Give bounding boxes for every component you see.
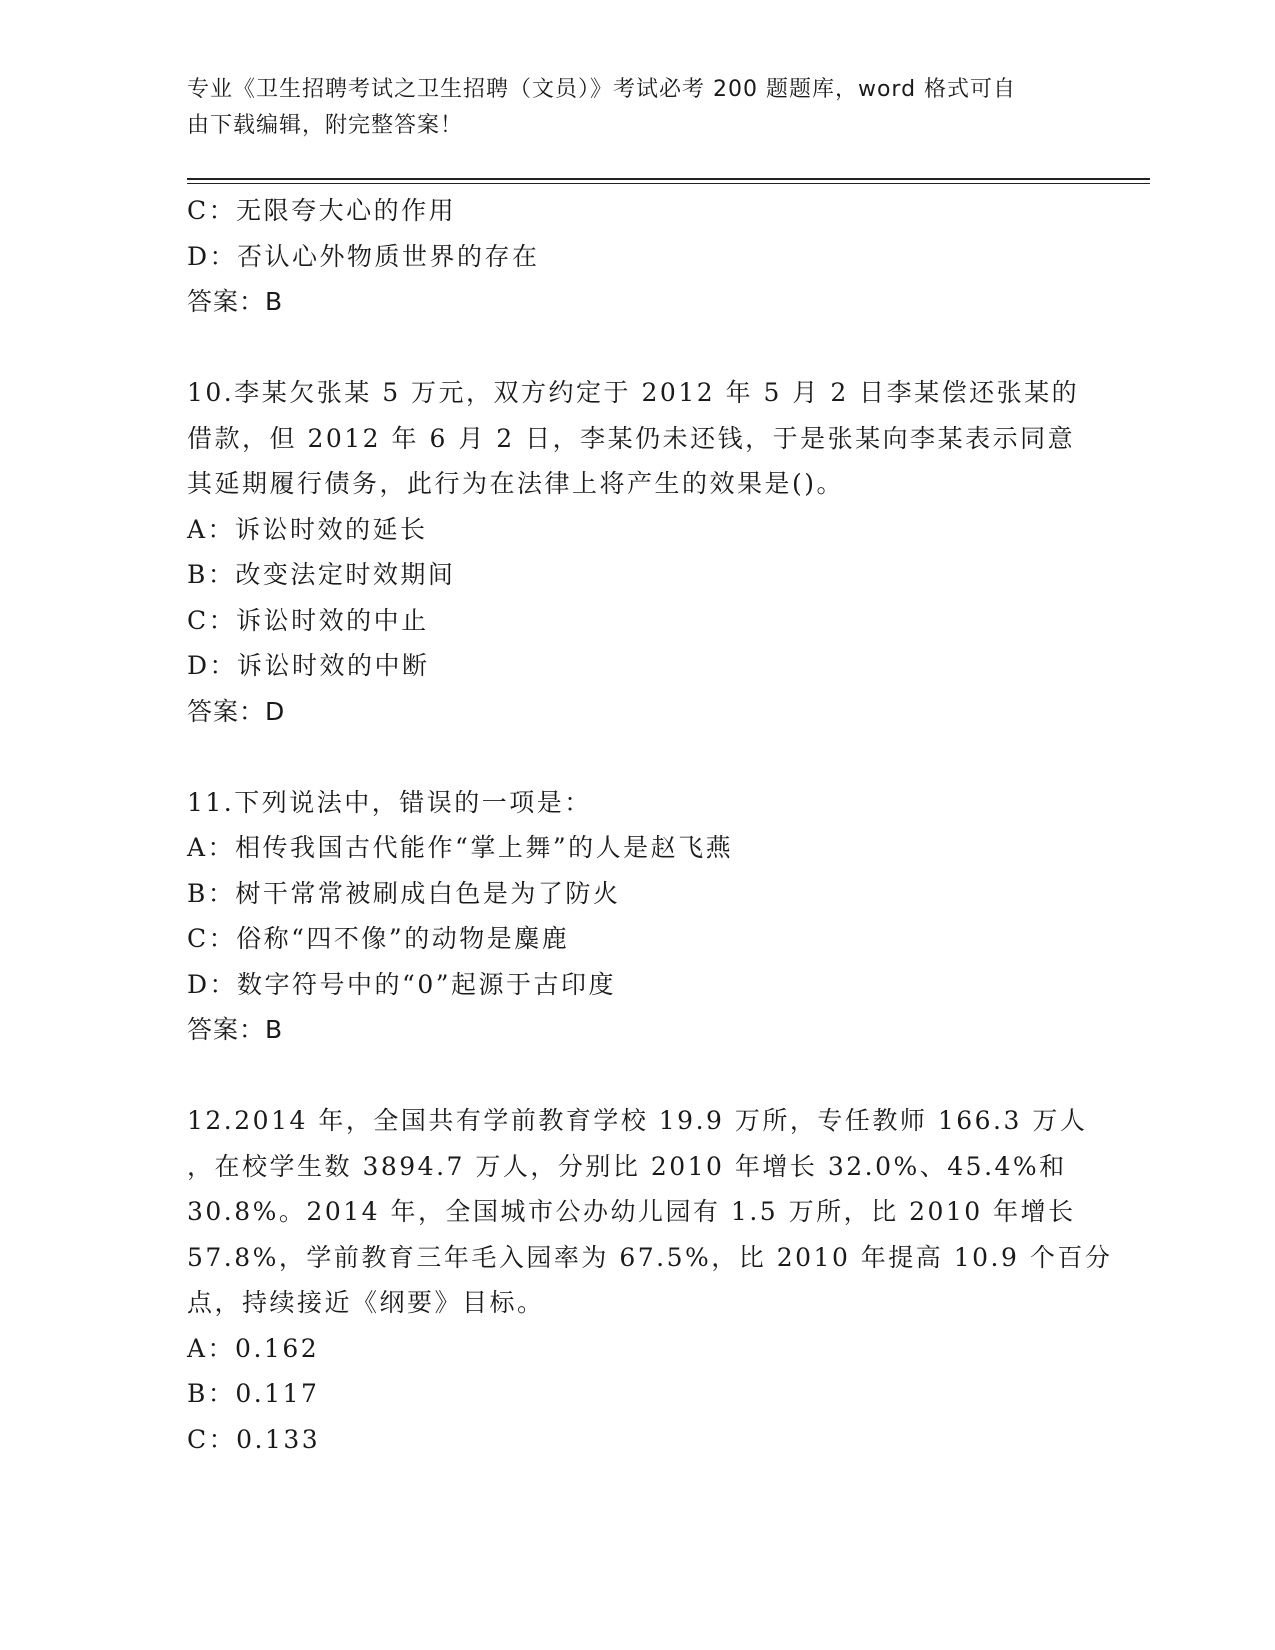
- question-block-10: [187, 370, 1087, 734]
- option-a: A：0.162: [187, 1333, 320, 1363]
- option-b: B：树干常常被刷成白色是为了防火: [187, 878, 621, 908]
- question-list: [187, 188, 1113, 1462]
- option-b: B：改变法定时效期间: [187, 560, 456, 589]
- option-c: C：诉讼时效的中止: [187, 605, 429, 635]
- option-c: C：0.133: [187, 1424, 321, 1454]
- question-text-line: 11.下列说法中，错误的一项是：: [187, 787, 592, 817]
- question-text-line: 57.8%，学前教育三年毛入园率为 67.5%，比 2010 年提高 10.9 个百分: [187, 1242, 1113, 1272]
- answer-line: 答案：B: [187, 287, 284, 316]
- option-d: D：诉讼时效的中断: [187, 651, 430, 680]
- question-text-line: 10.李某欠张某 5 万元，双方约定于 2012 年 5 月 2 日李某偿还张某的: [187, 378, 1080, 407]
- option-a: A：诉讼时效的延长: [187, 514, 428, 544]
- question-text-line: 12.2014 年，全国共有学前教育学校 19.9 万所，专任教师 166.3 万人: [187, 1106, 1088, 1135]
- question-block-12: [187, 1098, 1113, 1462]
- answer-line: 答案：B: [187, 1015, 284, 1044]
- option-a: A：相传我国古代能作“掌上舞”的人是赵飞燕: [187, 833, 734, 862]
- question-text-line: 其延期履行债务，此行为在法律上将产生的效果是()。: [187, 469, 845, 498]
- header-line-2: 由下载编辑，附完整答案！: [187, 113, 464, 138]
- spacer: [187, 1053, 1087, 1099]
- answer-line: 答案：D: [187, 696, 286, 726]
- question-text-line: 30.8%。2014 年，全国城市公办幼儿园有 1.5 万所，比 2010 年增长: [187, 1197, 1076, 1226]
- option-b: B：0.117: [187, 1379, 320, 1408]
- option-d: D：否认心外物质世界的存在: [187, 241, 540, 271]
- document-header: [187, 72, 1067, 144]
- option-c: C：俗称“四不像”的动物是麋鹿: [187, 924, 570, 953]
- question-text-line: ，在校学生数 3894.7 万人，分别比 2010 年增长 32.0%、45.4%和: [187, 1151, 1067, 1181]
- header-line-1: 专业《卫生招聘考试之卫生招聘（文员）》考试必考 200 题题库，word 格式可自: [187, 77, 1017, 102]
- question-text-line: 点，持续接近《纲要》目标。: [187, 1288, 545, 1317]
- question-block-prev: [187, 188, 1087, 325]
- spacer: [187, 734, 1087, 780]
- option-c: C：无限夸大心的作用: [187, 196, 457, 225]
- header-divider-thin: [187, 183, 1150, 184]
- question-text-line: 借款，但 2012 年 6 月 2 日，李某仍未还钱，于是张某向李某表示同意: [187, 423, 1076, 453]
- header-divider-thick: [187, 178, 1150, 180]
- question-block-11: [187, 780, 1087, 1053]
- option-d: D：数字符号中的“0”起源于古印度: [187, 969, 617, 999]
- spacer: [187, 325, 1087, 371]
